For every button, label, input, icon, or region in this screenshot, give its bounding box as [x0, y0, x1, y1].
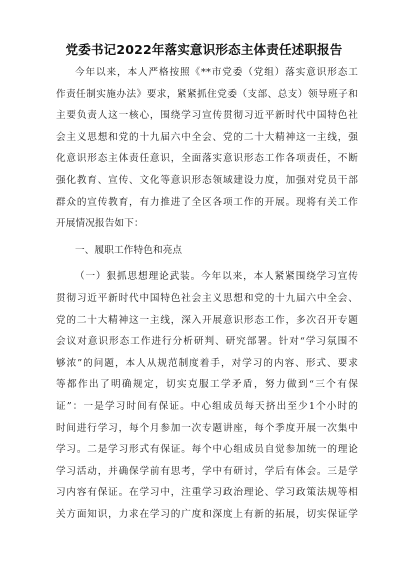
- text-line: 一、履职工作特色和亮点: [75, 244, 183, 256]
- text-line: 时间进行学习，每个月参加一次专题讲座，每个季度开展一次集中: [56, 422, 358, 434]
- text-line: 贯彻习近平新时代中国特色社会主义思想和党的十九届六中全会、: [56, 292, 358, 304]
- text-line: 学习活动，并确保学前有思考，学中有研讨，学后有体会。三是学: [56, 465, 358, 477]
- text-line: 化意识形态主体责任意识，全面落实意识形态工作各项责任，不断: [56, 153, 358, 165]
- text-line: 群众的宣传教育，有力推进了全区各项工作的开展。现将有关工作: [56, 196, 358, 208]
- text-line: 今年以来，本人严格按照《**市党委（党组）落实意识形态工: [75, 67, 358, 78]
- text-line: 证”：一是学习时间有保证。中心组成员每天挤出至少1个小时的: [56, 400, 358, 412]
- text-line: 会议对意识形态工作进行分析研判、研究部署。针对“学习氛围不: [56, 336, 358, 348]
- text-line: 学习。二是学习形式有保证。每个中心组成员自觉参加统一的理论: [56, 444, 358, 456]
- text-line: 党的二十大精神这一主线，深入开展意识形态工作，多次召开专题: [56, 314, 358, 326]
- text-line: 开展情况报告如下：: [56, 218, 144, 230]
- text-line: （一）狠抓思想理论武装。今年以来，本人紧紧围绕学习宣传: [75, 271, 358, 283]
- text-line: 关方面知识，力求在学习的广度和深度上有新的拓展，切实保证学: [56, 508, 358, 520]
- text-line: 等都作出了明确规定，切实克服工学矛盾，努力做到“三个有保: [56, 379, 358, 391]
- text-line: 作责任制实施办法》要求，紧紧抓住党委（支部、总支）领导班子和: [56, 88, 358, 100]
- text-line: 强化教育、宣传、文化等意识形态领域建设力度，加强对党员干部: [56, 174, 358, 186]
- text-line: 够浓”的问题，本人从规范制度着手，对学习的内容、形式、要求: [56, 357, 358, 369]
- text-line: 会主义思想和党的十九届六中全会、党的二十大精神这一主线，强: [56, 131, 358, 143]
- text-line: 习内容有保证。在学习中，注重学习政治理论、学习政策法规等相: [56, 487, 358, 499]
- text-line: 主要负责人这一核心，围绕学习宣传贯彻习近平新时代中国特色社: [56, 110, 358, 122]
- document-body: [56, 62, 358, 525]
- document-title: 党委书记2022年落实意识形态主体责任述职报告: [65, 42, 343, 57]
